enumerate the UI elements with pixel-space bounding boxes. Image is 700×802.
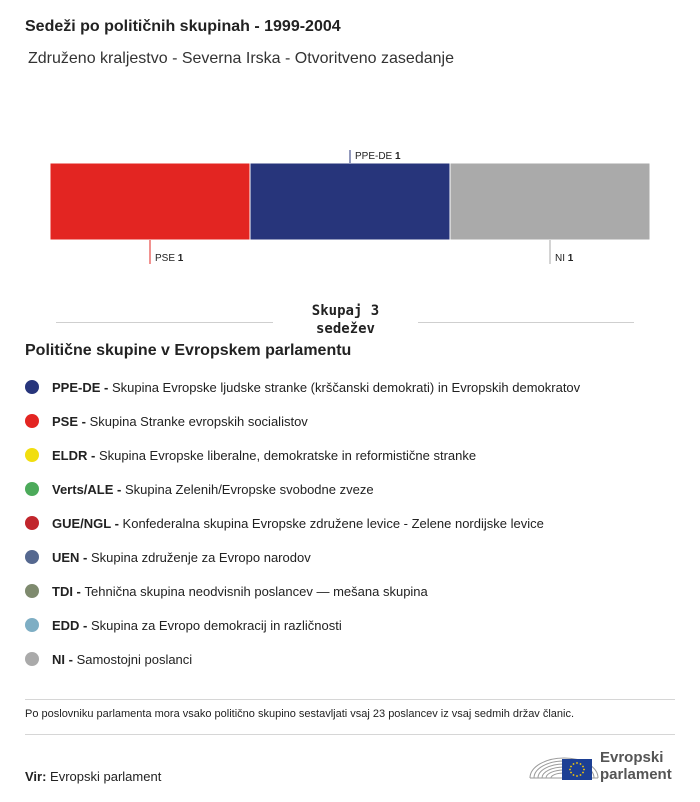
legend bbox=[25, 370, 580, 676]
legend-item-eldr bbox=[25, 438, 580, 472]
total-seats-line2: sedežev bbox=[315, 321, 375, 337]
total-divider-left bbox=[56, 322, 273, 323]
total-divider-right bbox=[418, 322, 634, 323]
legend-abbr: EDD - bbox=[52, 617, 91, 633]
legend-item-ppe-de bbox=[25, 370, 580, 404]
legend-dot bbox=[25, 414, 39, 428]
legend-dot bbox=[25, 584, 39, 598]
legend-desc: Skupina Evropske liberalne, demokratske in reformistične stranke bbox=[98, 447, 477, 463]
footer-divider-top bbox=[25, 699, 675, 700]
legend-item-uen bbox=[25, 540, 580, 574]
legend-item-verts-ale bbox=[25, 472, 580, 506]
legend-abbr: GUE/NGL - bbox=[52, 515, 123, 531]
bar-label-ppe-de bbox=[355, 151, 401, 162]
stacked-bar-chart bbox=[0, 140, 700, 275]
legend-abbr: PSE - bbox=[52, 413, 90, 429]
chart-title: Sedeži po političnih skupinah - 1999-2004 bbox=[25, 18, 341, 35]
legend-item-gue-ngl bbox=[25, 506, 580, 540]
legend-abbr: ELDR - bbox=[52, 447, 99, 463]
legend-abbr: NI - bbox=[52, 651, 77, 667]
legend-dot bbox=[25, 550, 39, 564]
legend-desc: Tehnična skupina neodvisnih poslancev — mešana skupina bbox=[84, 583, 428, 599]
legend-desc: Skupina za Evropo demokracij in različnosti bbox=[91, 617, 342, 633]
legend-dot bbox=[25, 380, 39, 394]
legend-abbr: Verts/ALE - bbox=[52, 481, 125, 497]
total-seats-label bbox=[273, 302, 418, 338]
bar-segment-pse bbox=[50, 163, 250, 240]
legend-abbr: TDI - bbox=[52, 583, 85, 599]
legend-desc: Samostojni poslanci bbox=[76, 651, 193, 667]
legend-abbr: PPE-DE - bbox=[52, 379, 112, 395]
legend-item-ni bbox=[25, 642, 580, 676]
legend-item-pse bbox=[25, 404, 580, 438]
legend-desc: Skupina Zelenih/Evropske svobodne zveze bbox=[124, 481, 374, 497]
legend-desc: Skupina Stranke evropskih socialistov bbox=[89, 413, 308, 429]
legend-abbr: UEN - bbox=[52, 549, 91, 565]
source-label: Vir: bbox=[25, 769, 47, 784]
logo-text-line1: Evropski bbox=[600, 749, 664, 766]
logo-text-line2: parlament bbox=[600, 766, 672, 783]
footer-divider-bottom bbox=[25, 734, 675, 735]
total-seats-line1: Skupaj 3 bbox=[311, 303, 380, 319]
legend-dot bbox=[25, 516, 39, 530]
chart-subtitle: Združeno kraljestvo - Severna Irska - Otvoritveno zasedanje bbox=[28, 50, 454, 67]
bar-label-pse bbox=[155, 253, 184, 264]
bar-segment-ni bbox=[450, 163, 650, 240]
bar-label-seats: 1 bbox=[567, 253, 574, 264]
legend-desc: Konfederalna skupina Evropske združene levice - Zelene nordijske levice bbox=[122, 515, 544, 531]
legend-item-edd bbox=[25, 608, 580, 642]
source bbox=[25, 769, 161, 784]
bar-label-seats: 1 bbox=[395, 151, 401, 162]
bar-label-group: PSE bbox=[155, 253, 178, 264]
legend-dot bbox=[25, 652, 39, 666]
logo-text bbox=[600, 749, 672, 783]
bar-segment-ppe-de bbox=[250, 163, 450, 240]
eu-flag-icon bbox=[562, 759, 592, 780]
legend-desc: Skupina Evropske ljudske stranke (krščanski demokrati) in Evropskih demokratov bbox=[111, 379, 581, 395]
bar-label-group: PPE-DE bbox=[355, 151, 396, 162]
legend-dot bbox=[25, 448, 39, 462]
footnote: Po poslovniku parlamenta mora vsako politično skupino sestavljati vsaj 23 poslancev iz vsaj sedmih držav članic. bbox=[25, 708, 575, 720]
bar-label-ni bbox=[555, 253, 574, 264]
legend-title: Politične skupine v Evropskem parlamentu bbox=[25, 342, 352, 359]
legend-item-tdi bbox=[25, 574, 580, 608]
bar-label-seats: 1 bbox=[177, 253, 184, 264]
legend-desc: Skupina združenje za Evropo narodov bbox=[91, 549, 311, 565]
legend-dot bbox=[25, 482, 39, 496]
source-value: Evropski parlament bbox=[46, 769, 162, 784]
bar-label-group: NI bbox=[555, 253, 568, 264]
legend-dot bbox=[25, 618, 39, 632]
